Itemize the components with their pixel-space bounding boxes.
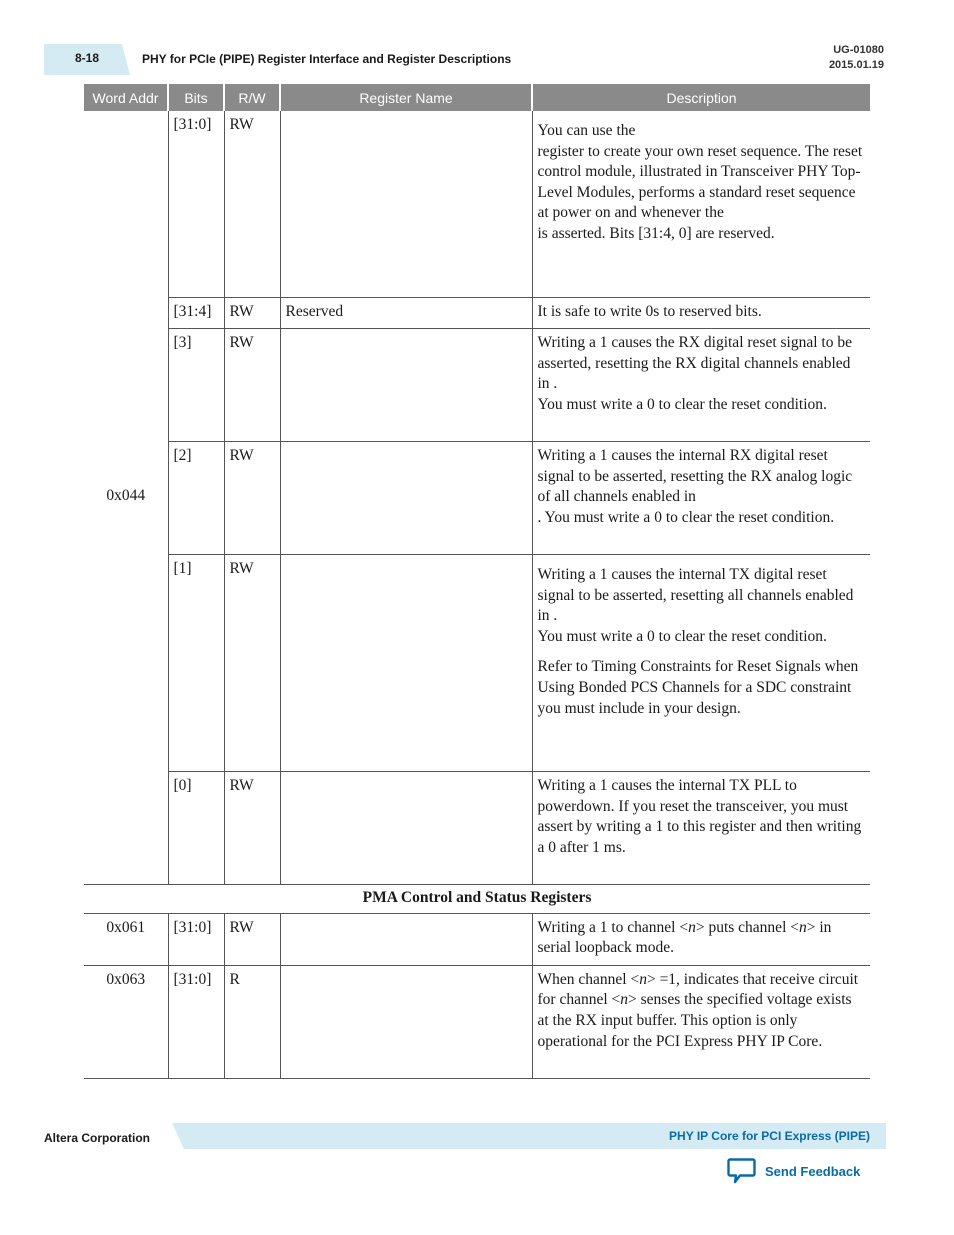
register-name-cell [280,913,532,965]
register-name-cell [280,329,532,442]
description-cell [532,772,870,885]
page-number: 8-18 [75,51,100,65]
rw-cell: RW [224,442,280,555]
table-row [84,913,870,965]
bits-cell: [31:0] [168,965,224,1078]
col-rw: R/W [224,84,280,111]
bits-cell: [2] [168,442,224,555]
description-text: Writing a 1 causes the internal TX PLL to powerdown. If you reset the transceiver, you must assert by writing a 1 to this register and then writing a 0 after 1 ms. [537,777,862,856]
variable-n: n [799,918,807,936]
description-text: It is safe to write 0s to reserved bits. [537,302,762,320]
variable-n: n [639,970,647,988]
send-feedback-link[interactable] [727,1158,860,1184]
col-word-addr: Word Addr [84,84,168,111]
description-text: > =1, indicates that receive circuit for channel < [537,970,859,1009]
table-row [84,329,870,442]
bits-cell: [1] [168,555,224,772]
description-text: > puts channel < [695,918,799,936]
col-bits: Bits [168,84,224,111]
send-feedback-label[interactable]: Send Feedback [765,1163,861,1179]
section-row [84,885,870,914]
variable-n: n [620,991,629,1009]
rw-cell: RW [224,555,280,772]
description-text: Writing a 1 to channel < [537,918,689,936]
bits-cell: [31:0] [168,913,224,965]
word-addr-cell: 0x061 [84,913,168,965]
bits-cell: [3] [168,329,224,442]
description-cell [532,965,870,1078]
description-cell [532,329,870,442]
word-addr-cell: 0x044 [84,111,168,885]
rw-cell: RW [224,111,280,297]
register-name-cell [280,965,532,1078]
table-row [84,111,870,297]
description-cell [532,913,870,965]
footer-company: Altera Corporation [44,1131,151,1145]
description-cell [532,442,870,555]
register-name-cell [280,111,532,297]
rw-cell: R [224,965,280,1078]
description-text: When channel < [537,970,640,988]
rw-cell: RW [224,297,280,329]
table-header-row [84,84,870,111]
word-addr-cell: 0x063 [84,965,168,1078]
register-name-cell: Reserved [280,297,532,329]
doc-info [829,43,884,73]
col-description: Description [532,84,870,111]
table-row [84,442,870,555]
description-cell [532,555,870,772]
description-text: Writing a 1 causes the internal RX digital reset signal to be asserted, resetting the RX analog logic of all channels enabled in . You must write a 0 to clear the reset condition. [537,447,853,526]
table-row [84,297,870,329]
table-row [84,555,870,772]
section-heading: PMA Control and Status Registers [84,885,870,914]
speech-bubble-icon [727,1158,756,1184]
rw-cell: RW [224,329,280,442]
table-row [84,772,870,885]
description-text: Refer to Timing Constraints for Reset Signals when Using Bonded PCS Channels for a SDC constraint you must include in your design. [537,658,859,717]
bits-cell: [0] [168,772,224,885]
register-name-cell [280,442,532,555]
description-text: Writing a 1 causes the internal TX digital reset signal to be asserted, resetting all channels enabled in . You must write a 0 to clear the reset condition. [537,566,854,645]
description-cell [532,297,870,329]
col-register-name: Register Name [280,84,532,111]
rw-cell: RW [224,772,280,885]
register-name-cell [280,772,532,885]
bits-cell: [31:0] [168,111,224,297]
doc-date: 2015.01.19 [828,59,884,71]
section-title: PHY for PCIe (PIPE) Register Interface and Register Descriptions [142,52,512,66]
description-text: > senses the specified voltage exists at the RX input buffer. This option is only operational for the PCI Express PHY IP Core. [537,991,852,1050]
variable-n: n [688,918,696,936]
description-cell [532,111,870,297]
rw-cell: RW [224,913,280,965]
register-table [84,84,870,1079]
bits-cell: [31:4] [168,297,224,329]
description-text: Writing a 1 causes the RX digital reset signal to be asserted, resetting the RX digital channels enabled in . You must write a 0 to clear the reset condition. [537,334,852,413]
footer-doc-title[interactable]: PHY IP Core for PCI Express (PIPE) [669,1129,870,1143]
register-name-cell [280,555,532,772]
doc-id: UG-01080 [833,44,884,56]
description-text: You can use the register to create your own reset sequence. The reset control module, illustrated in Transceiver PHY Top-Level Modules, performs a standard reset sequence at power on and whenever the is asserted. Bits [31:4, 0] are reserved. [537,122,863,242]
table-row [84,965,870,1078]
description-text: > in serial loopback mode. [537,918,832,957]
